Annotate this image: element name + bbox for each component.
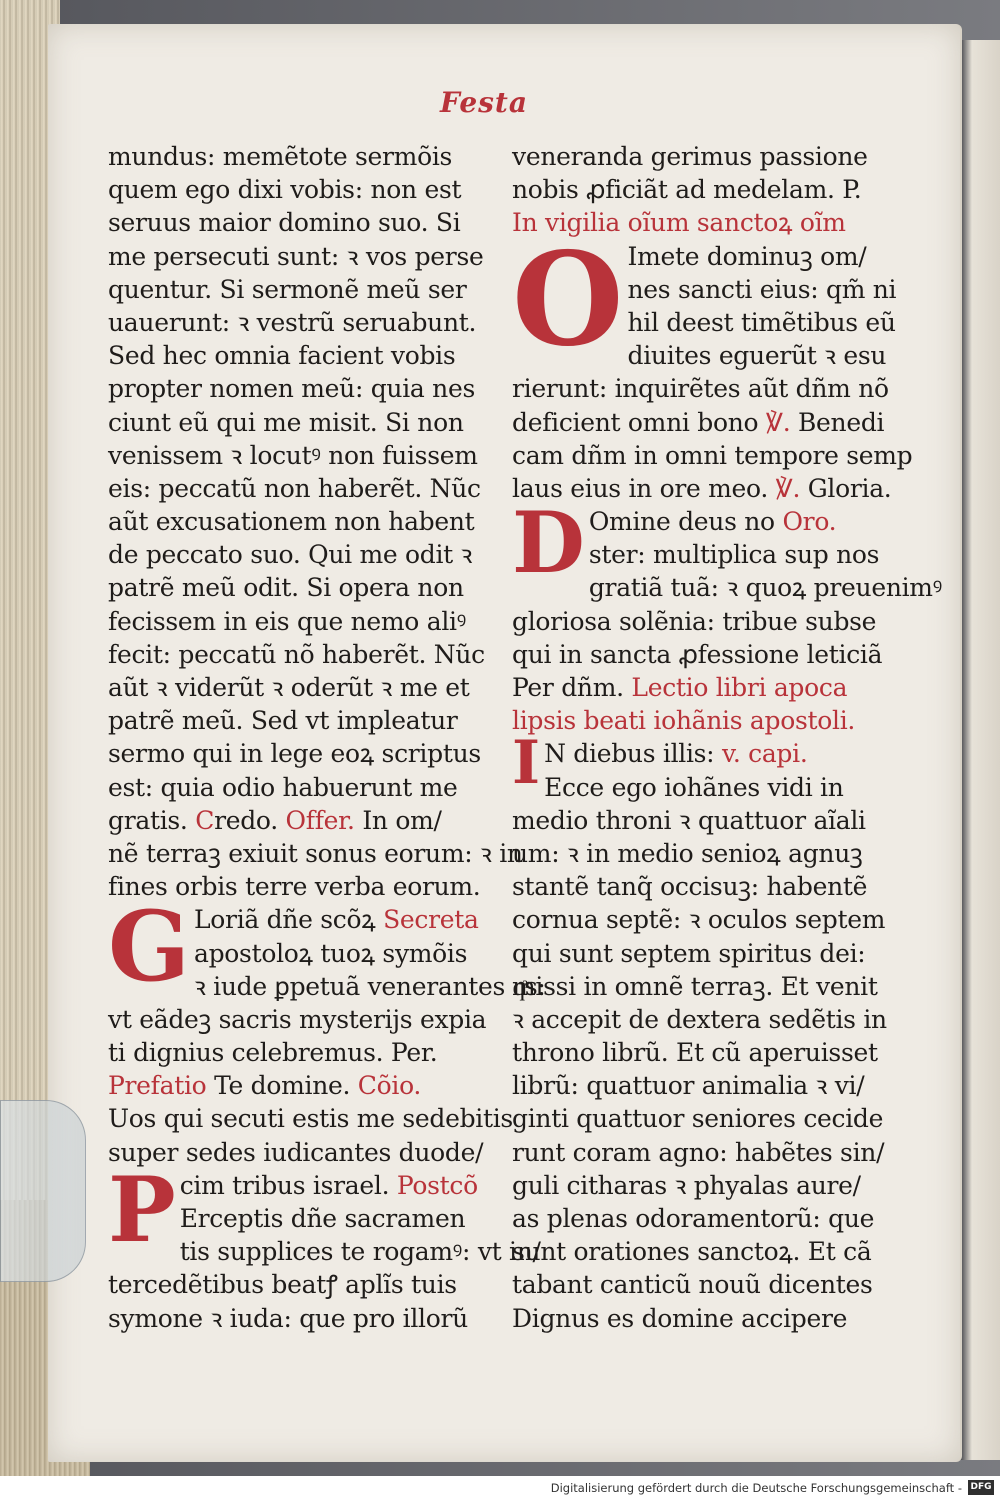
rubric-text: Lectio libri apoca	[631, 673, 848, 702]
text-line	[108, 870, 503, 903]
body-text: medio throni ꝛ quattuor aĩali	[512, 805, 866, 835]
dfg-logo: DFG	[968, 1480, 994, 1495]
body-text: qui sunt septem spiritus dei:	[512, 938, 866, 968]
text-line	[512, 140, 907, 173]
text-line	[108, 273, 503, 306]
body-text: throno librũ. Et cũ aperuisset	[512, 1038, 878, 1068]
text-line	[108, 1136, 503, 1169]
rubric-text: ℣.	[775, 473, 801, 503]
text-line	[108, 1302, 503, 1335]
text-line	[108, 439, 503, 472]
body-text: quem ego dixi vobis: non est	[108, 175, 462, 205]
text-line	[108, 1102, 513, 1135]
text-line	[512, 206, 907, 239]
body-text: super sedes iudicantes duode/	[108, 1137, 484, 1167]
text-line	[512, 406, 907, 439]
text-line	[512, 937, 907, 970]
text-line	[512, 472, 907, 505]
body-text: librũ: quattuor animalia ꝛ vi/	[512, 1071, 865, 1101]
text-line	[512, 870, 907, 903]
text-line	[108, 1003, 503, 1036]
body-text: de peccato suo. Qui me odit ꝛ	[108, 540, 473, 570]
text-line	[512, 1036, 907, 1069]
rubric-text: In vigilia oĩum sanctoꝝ oĩm	[512, 208, 846, 238]
text-line	[108, 472, 503, 505]
body-text: propter nomen meũ: quia nes	[108, 374, 475, 404]
body-text: N diebus illis:	[544, 739, 722, 769]
body-text: veneranda gerimus passione	[512, 142, 868, 171]
text-line	[512, 903, 907, 936]
text-line	[108, 339, 503, 372]
text-line	[512, 1202, 907, 1235]
body-text: apostoloꝝ tuoꝝ symõis	[193, 938, 468, 968]
body-text: um: ꝛ in medio senioꝝ agnuꝫ	[512, 838, 863, 868]
text-line	[108, 406, 503, 439]
text-line	[512, 1268, 907, 1301]
text-line	[512, 1003, 907, 1036]
body-text: ginti quattuor seniores cecide	[512, 1104, 884, 1134]
text-line	[108, 804, 503, 837]
body-text: ster: multiplica sup nos	[588, 540, 880, 570]
text-line	[512, 605, 907, 638]
rubric-text: v. capi.	[721, 739, 808, 769]
introit-block	[512, 224, 907, 375]
body-text: venissem ꝛ locutꝰ non fuissem	[108, 440, 478, 470]
text-line	[108, 538, 503, 571]
text-line	[512, 173, 907, 206]
body-text: fecit: peccatũ nõ haberẽt. Nũc	[108, 639, 485, 669]
left-column	[108, 140, 546, 1335]
body-text: tercedẽtibus beatꝭ aplĩs tuis	[108, 1270, 457, 1300]
rubric-text: Cõio.	[357, 1071, 422, 1101]
body-text: cornua septẽ: ꝛ oculos septem	[512, 905, 886, 935]
text-line	[512, 837, 907, 870]
body-text: symone ꝛ iuda: que pro illorũ	[108, 1303, 468, 1333]
text-line	[108, 571, 503, 604]
body-text: Loriã dñe scõꝝ	[193, 905, 384, 935]
text-line	[108, 140, 503, 173]
body-text: qui in sancta ꝓfessione leticiã	[512, 639, 883, 669]
body-text: laus eius in ore meo.	[512, 473, 776, 503]
body-text: Gloria.	[800, 473, 892, 503]
text-line	[512, 970, 907, 1003]
body-text: gloriosa solẽnia: tribue subse	[512, 606, 877, 636]
body-text: Benedi	[790, 407, 885, 437]
text-line	[108, 372, 503, 405]
lectio-block	[512, 728, 907, 803]
body-text: gratiã tuã: ꝛ quoꝝ preuenimꝰ	[588, 573, 942, 603]
dropcap-d: D	[512, 493, 585, 593]
text-line	[108, 605, 503, 638]
body-text: quentur. Si sermonẽ meũ ser	[108, 274, 467, 304]
rubric-text: Prefatio	[108, 1071, 207, 1101]
text-line	[512, 1302, 907, 1335]
body-text: gratis.	[108, 805, 196, 835]
body-text: aũt ꝛ viderũt ꝛ oderũt ꝛ me et	[108, 673, 470, 702]
body-text: aũt excusationem non habent	[108, 507, 475, 537]
body-text: sunt orationes sanctoꝝ. Et cã	[512, 1237, 872, 1267]
body-text: fines orbis terre verba eorum.	[108, 872, 481, 902]
body-text: patrẽ meũ. Sed vt impleatur	[108, 706, 458, 736]
body-text: missi in omnẽ terraꝫ. Et venit	[512, 971, 878, 1001]
right-column-mid-text	[512, 372, 913, 505]
facing-page-edge	[960, 40, 1000, 1460]
body-text: Te domine.	[206, 1071, 358, 1101]
text-line	[512, 671, 907, 704]
body-text: runt coram agno: habẽtes sin/	[512, 1137, 885, 1167]
text-line	[108, 505, 503, 538]
body-text: Per dñm.	[512, 673, 632, 702]
body-text: cam dñm in omni tempore semp	[512, 440, 913, 470]
body-text: Dignus es domine accipere	[512, 1303, 848, 1333]
text-line	[512, 372, 907, 405]
body-text: guli citharas ꝛ phyalas aure/	[512, 1170, 861, 1200]
secreta-block	[108, 890, 546, 1169]
text-line	[108, 306, 503, 339]
text-line	[108, 1268, 503, 1301]
body-text: ciunt eũ qui me misit. Si non	[108, 407, 464, 437]
text-line	[512, 1169, 907, 1202]
oratio-block	[512, 493, 942, 605]
text-line	[512, 638, 907, 671]
body-text: vt eãdeꝫ sacris mysterijs expia	[108, 1004, 487, 1034]
body-text: uauerunt: ꝛ vestrũ seruabunt.	[108, 307, 477, 337]
body-text: sermo qui in lege eoꝝ scriptus	[108, 739, 481, 769]
dropcap-o: O	[512, 224, 624, 375]
rubric-text: Postcõ	[396, 1170, 478, 1200]
rubric-text: lipsis beati iohãnis apostoli.	[512, 706, 856, 736]
body-text: nes sancti eius: qm̃ ni	[627, 274, 897, 304]
body-text: seruus maior domino suo. Si	[108, 208, 461, 238]
left-column-text	[108, 140, 523, 903]
right-column-bottom-text	[512, 804, 907, 1335]
dropcap-p: P	[108, 1156, 176, 1263]
text-line	[512, 1235, 907, 1268]
body-text: Omine deus no	[588, 507, 783, 537]
body-text: Uos qui secuti estis me sedebitis	[108, 1104, 513, 1134]
body-text: Erceptis dñe sacramen	[179, 1204, 466, 1233]
body-text: stantẽ tanq̃ occisuꝫ: habentẽ	[512, 872, 868, 902]
body-text: tabant canticũ nouũ dicentes	[512, 1270, 873, 1300]
right-column	[512, 140, 942, 1335]
text-line	[108, 638, 503, 671]
body-text: deficient omni bono	[512, 407, 766, 437]
text-line	[512, 737, 907, 770]
text-line	[512, 704, 907, 737]
page-clip	[0, 1100, 86, 1282]
body-text: patrẽ meũ odit. Si opera non	[108, 573, 464, 603]
text-line	[108, 1036, 503, 1069]
text-line	[108, 704, 503, 737]
body-text: fecissem in eis que nemo aliꝰ	[108, 606, 466, 636]
rubric-text: C	[195, 805, 215, 835]
rubric-text: Oro.	[782, 507, 837, 537]
rubric-text: ℣.	[765, 407, 791, 437]
body-text: ꝛ iude ꝑpetuã venerantes qͣs:	[193, 971, 546, 1001]
text-line	[512, 804, 907, 837]
rubric-text: Secreta	[383, 905, 479, 935]
body-text: eis: peccatũ non haberẽt. Nũc	[108, 473, 481, 503]
text-line	[108, 837, 523, 870]
lectio-opening-text	[512, 737, 907, 803]
body-text: cim tribus israel.	[179, 1170, 397, 1200]
running-head: Festa	[440, 86, 529, 119]
footer-bar	[0, 1476, 1000, 1501]
text-line	[512, 439, 913, 472]
text-line	[108, 737, 503, 770]
dropcap-g: G	[108, 890, 190, 1004]
postcommunio-block	[108, 1156, 541, 1335]
body-text: rierunt: inquirẽtes aũt dñm nõ	[512, 374, 889, 404]
body-text: nẽ terraꝫ exiuit sonus eorum: ꝛ in	[108, 838, 523, 868]
body-text: ꝛ accepit de dextera sedẽtis in	[512, 1004, 887, 1034]
text-line	[512, 1102, 907, 1135]
rubric-text: Offer.	[285, 805, 355, 835]
lectio-heading-text	[512, 605, 907, 738]
text-line	[108, 206, 503, 239]
footer-text: Digitalisierung gefördert durch die Deutsche Forschungsgemeinschaft -	[550, 1481, 962, 1495]
body-text: diuites eguerũt ꝛ esu	[627, 341, 887, 371]
text-line	[108, 1069, 503, 1102]
text-line	[108, 173, 503, 206]
dropcap-i: I	[512, 728, 541, 799]
body-text: ti dignius celebremus. Per.	[108, 1038, 438, 1068]
body-text: est: quia odio habuerunt me	[108, 772, 458, 802]
body-text: hil deest timẽtibus eũ	[627, 307, 896, 337]
body-text: Ecce ego iohãnes vidi in	[544, 772, 844, 802]
text-line	[512, 1136, 907, 1169]
right-column-top-text	[512, 140, 907, 240]
text-line	[108, 671, 503, 704]
body-text: mundus: memẽtote sermõis	[108, 142, 453, 171]
body-text: as plenas odoramentorũ: que	[512, 1204, 875, 1233]
body-text: In om/	[354, 805, 442, 835]
body-text: nobis ꝓficiãt ad medelam. P.	[512, 175, 862, 205]
text-line	[108, 771, 503, 804]
text-line	[512, 1069, 907, 1102]
body-text: tis supplices te rogamꝰ: vt in/	[179, 1237, 541, 1267]
body-text: redo.	[214, 805, 286, 835]
body-text: Sed hec omnia facient vobis	[108, 341, 456, 371]
text-line	[512, 771, 907, 804]
text-line	[108, 240, 503, 273]
body-text: Imete dominuꝫ om/	[627, 241, 867, 271]
body-text: me persecuti sunt: ꝛ vos perse	[108, 241, 484, 271]
